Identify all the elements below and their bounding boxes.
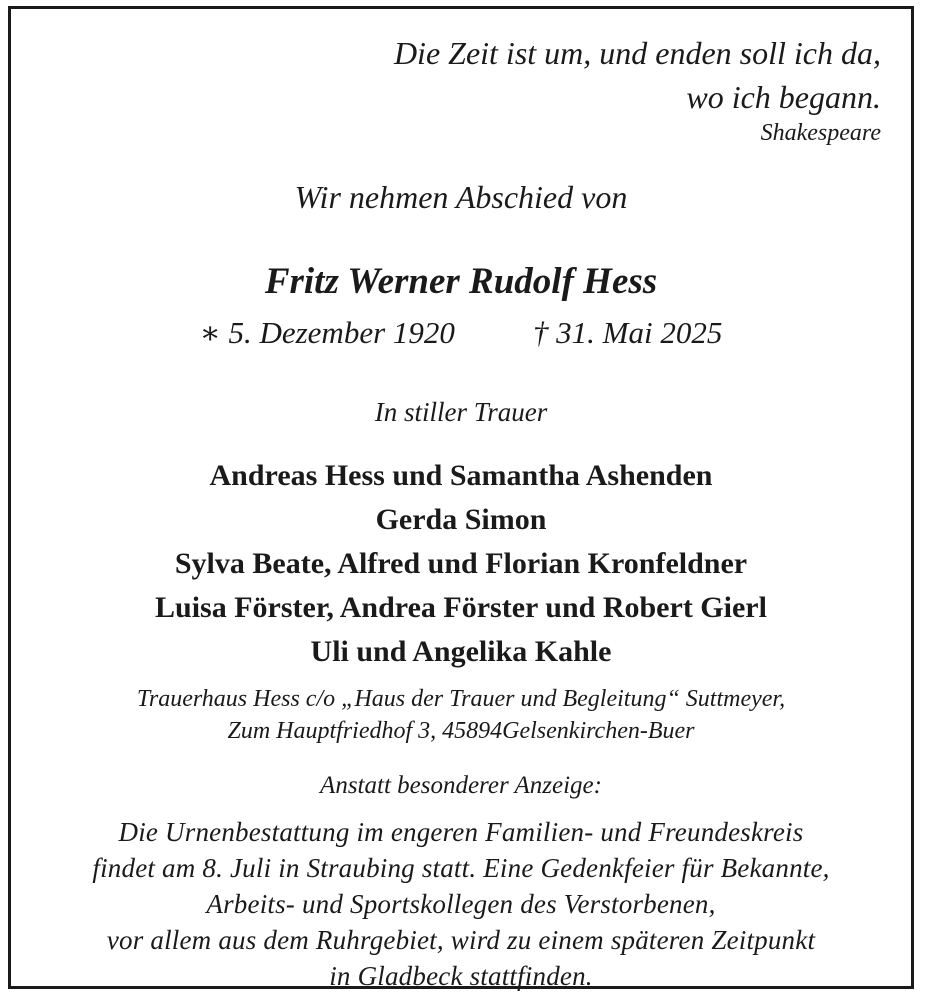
deceased-name: Fritz Werner Rudolf Hess: [264, 261, 658, 302]
family-line-2: Gerda Simon: [375, 503, 547, 536]
quote-line-1: Die Zeit ist um, und enden soll ich da,: [393, 35, 881, 71]
quote-author: Shakespeare: [760, 120, 881, 146]
notice-heading: Anstatt besonderer Anzeige:: [320, 772, 602, 799]
address-line-2: Zum Hauptfriedhof 3, 45894Gelsenkirchen-Buer: [227, 718, 695, 744]
mourning-phrase: In stiller Trauer: [374, 397, 548, 427]
life-dates: [11, 317, 911, 348]
birth-date: ∗ 5. Dezember 1920: [199, 315, 455, 350]
address-line-1: Trauerhaus Hess c/o „Haus der Trauer und Begleitung“ Suttmeyer,: [136, 686, 786, 712]
quote-line-2: wo ich begann.: [686, 79, 881, 115]
family-line-3: Sylva Beate, Alfred und Florian Kronfeldner: [174, 547, 748, 580]
notice-line-1: Die Urnenbestattung im engeren Familien- und Freundeskreis: [118, 817, 804, 847]
notice-line-2: findet am 8. Juli in Straubing statt. Eine Gedenkfeier für Bekannte,: [92, 853, 830, 883]
family-line-1: Andreas Hess und Samantha Ashenden: [209, 459, 713, 492]
farewell-heading: Wir nehmen Abschied von: [294, 179, 628, 215]
death-date: † 31. Mai 2025: [532, 315, 723, 350]
family-line-4: Luisa Förster, Andrea Förster und Robert Gierl: [155, 591, 767, 624]
obituary-frame: [8, 6, 914, 989]
notice-line-5: in Gladbeck stattfinden.: [329, 961, 593, 991]
notice-line-3: Arbeits- und Sportskollegen des Verstorbenen,: [206, 889, 716, 919]
notice-line-4: vor allem aus dem Ruhrgebiet, wird zu einem späteren Zeitpunkt: [106, 925, 816, 955]
family-line-5: Uli und Angelika Kahle: [310, 635, 612, 668]
